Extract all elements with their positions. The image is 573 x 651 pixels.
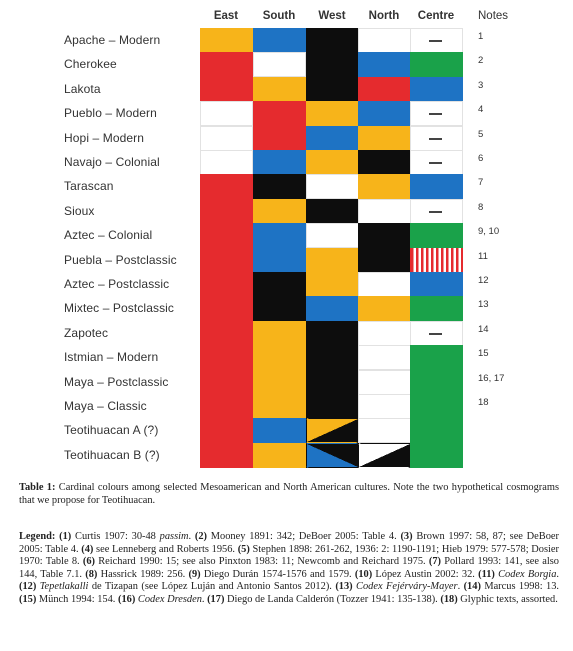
cell-west-y (306, 150, 359, 175)
legend-text (19, 531, 559, 607)
row-label: Pueblo – Modern (64, 106, 157, 121)
cell-north-y (358, 126, 411, 151)
legend-ref-text: see Lenneberg and Roberts 1956. (93, 543, 238, 555)
cell-north-b (358, 52, 411, 77)
row-label: Navajo – Colonial (64, 155, 160, 169)
legend-ref-number: (12) (19, 581, 37, 593)
table-caption (19, 482, 559, 507)
cell-west-w (306, 223, 359, 248)
cell-east-r (200, 370, 253, 395)
dash-mark (429, 113, 442, 115)
legend-block (19, 531, 559, 607)
row-note: 2 (478, 55, 484, 67)
cell-east-r (200, 394, 253, 419)
legend-ref-number: (8) (85, 568, 98, 580)
legend-ref-title: Codex Fejérváry-Mayer (356, 581, 458, 593)
cell-north-k (358, 150, 411, 175)
cell-south-b (253, 150, 306, 175)
cell-west-k (306, 370, 359, 395)
row-note: 16, 17 (478, 372, 505, 384)
cell-east-r (200, 296, 253, 321)
row-label: Mixtec – Postclassic (64, 301, 175, 316)
legend-ref-title: Tepetlakalli (39, 581, 89, 593)
legend-ref-number: (9) (188, 568, 201, 580)
row-note: 15 (478, 348, 489, 360)
row-label: Apache – Modern (64, 33, 161, 47)
legend-ref-number: (16) (118, 593, 136, 605)
legend-ref-text: . (556, 568, 559, 580)
cell-centre-g (410, 52, 463, 77)
legend-ref-text: Münch 1994: 154. (36, 593, 118, 605)
legend-ref-text: Pollard 1993: 141, see also 144, Table 7.1. (19, 556, 559, 580)
cell-south-k (253, 296, 306, 321)
row-note: 12 (478, 275, 489, 286)
row-label: Puebla – Postclassic (64, 252, 177, 267)
legend-ref-number: (6) (82, 556, 95, 568)
legend-ref-number: (13) (335, 581, 353, 593)
cell-north-b (358, 101, 411, 126)
cell-east-r (200, 321, 253, 346)
cell-north-w (358, 28, 411, 53)
legend-ref-text: Curtis 1907: 30-48 (71, 531, 160, 542)
column-header-east: East (213, 10, 239, 22)
dash-mark (429, 138, 442, 140)
cell-west-k (306, 394, 359, 419)
cell-north-y (358, 296, 411, 321)
row-label: Tarascan (64, 179, 114, 194)
cell-centre-g (410, 418, 463, 443)
cell-north-w (358, 272, 411, 297)
cell-east-r (200, 443, 253, 468)
legend-ref-text: Glyphic texts, assorted. (457, 593, 558, 605)
row-label: Lakota (64, 81, 101, 96)
cell-west-ky (306, 418, 359, 443)
row-note: 6 (478, 153, 484, 164)
cell-west-k (306, 199, 359, 224)
cell-north-k (358, 248, 411, 273)
row-note: 3 (478, 79, 484, 91)
row-label: Istmian – Modern (64, 350, 159, 365)
cell-north-w (358, 370, 411, 395)
cell-north-w (358, 199, 411, 224)
column-header-centre: Centre (417, 10, 455, 22)
legend-ref-number: (1) (55, 531, 72, 542)
legend-ref-number: (10) (354, 568, 373, 580)
cell-west-k (306, 77, 359, 102)
legend-ref-number: (5) (237, 543, 250, 555)
cell-south-b (253, 248, 306, 273)
legend-ref-text: Diego Durán 1574-1576 and 1579. (200, 568, 355, 580)
legend-ref-title: Codex Dresden (137, 593, 202, 605)
row-label: Cherokee (64, 57, 117, 72)
row-label: Aztec – Colonial (64, 228, 153, 243)
legend-ref-number: (3) (400, 531, 413, 542)
cell-west-k (306, 28, 359, 53)
legend-ref-number: (14) (463, 581, 481, 593)
cell-east-w (200, 126, 253, 151)
column-header-north: North (368, 10, 400, 22)
legend-ref-text: Diego de Landa Calderón (Tozzer 1941: 135-138). (224, 593, 441, 605)
cell-south-y (253, 394, 306, 419)
cell-west-k (306, 321, 359, 346)
cell-south-y (253, 370, 306, 395)
legend-ref-text: Reichard 1990: 15; see also Pinxton 1983: 11; Newcomb and Reichard 1975. (95, 556, 429, 568)
cell-west-kb (306, 443, 359, 468)
legend-ref-text: . (201, 593, 208, 605)
cell-west-y (306, 248, 359, 273)
table-caption-body: Cardinal colours among selected Mesoamerican and North American cultures. Note the two hypothetical cosmograms that we propose for Teotihuacan. (19, 482, 559, 506)
row-note: 9, 10 (478, 226, 500, 238)
legend-ref-text: Stephen 1898: 261-262, 1936: 2: 1190-1191; Hieb 1979: 577-578; Dosier 1970: Table 8. (19, 543, 559, 568)
cell-south-b (253, 418, 306, 443)
cell-centre-b (410, 77, 463, 102)
cell-north-w (358, 321, 411, 346)
cell-east-y (200, 28, 253, 53)
legend-ref-number: (2) (194, 531, 208, 542)
row-note: 14 (478, 323, 489, 335)
cell-north-y (358, 174, 411, 199)
cell-west-y (306, 272, 359, 297)
cell-south-y (253, 321, 306, 346)
cell-east-r (200, 345, 253, 370)
row-note: 1 (478, 31, 484, 42)
legend-ref-text: de Tizapan (see López Luján and Antonio Santos 2012). (88, 581, 336, 593)
legend-ref-number: (11) (478, 568, 495, 580)
cell-north-w (358, 418, 411, 443)
cell-centre-g (410, 443, 463, 468)
row-note: 5 (478, 128, 484, 140)
legend-ref-text: . (457, 581, 464, 593)
cell-centre-b (410, 272, 463, 297)
dash-mark (429, 211, 442, 213)
cell-west-b (306, 296, 359, 321)
row-label: Zapotec (64, 325, 109, 340)
column-header-notes: Notes (478, 10, 509, 22)
cell-south-y (253, 77, 306, 102)
cell-east-r (200, 174, 253, 199)
cell-south-k (253, 272, 306, 297)
cell-south-b (253, 223, 306, 248)
legend-ref-text: Hassrick 1989: 256. (97, 568, 189, 580)
cell-west-k (306, 52, 359, 77)
dash-mark (429, 162, 442, 164)
cell-west-b (306, 126, 359, 151)
cell-east-r (200, 272, 253, 297)
cell-north-r (358, 77, 411, 102)
legend-ref-text: Mooney 1891: 342; DeBoer 2005: Table 4. (207, 531, 401, 542)
row-label: Aztec – Postclassic (64, 277, 170, 291)
legend-ref-title: passim (159, 531, 189, 542)
legend-label: Legend: (19, 531, 56, 542)
row-note: 4 (478, 104, 484, 116)
cell-east-r (200, 199, 253, 224)
row-label: Hopi – Modern (64, 130, 145, 145)
dash-mark (429, 333, 442, 335)
cell-north-w (358, 345, 411, 370)
table-caption-text (19, 482, 559, 507)
row-label: Teotihuacan A (?) (64, 423, 159, 438)
row-note: 8 (478, 201, 484, 213)
cell-east-r (200, 52, 253, 77)
cell-west-k (306, 345, 359, 370)
cell-centre-g (410, 370, 463, 395)
cell-north-kw (358, 443, 411, 468)
cell-east-w (200, 101, 253, 126)
cell-centre-g (410, 223, 463, 248)
cell-centre-g (410, 345, 463, 370)
row-label: Teotihuacan B (?) (64, 447, 160, 462)
cell-south-r (253, 101, 306, 126)
legend-ref-number: (17) (207, 593, 225, 605)
cell-east-r (200, 248, 253, 273)
column-header-south: South (262, 10, 296, 22)
legend-ref-text: Marcus 1998: 13. (480, 581, 559, 593)
legend-ref-title: Codex Borgia (498, 568, 557, 580)
row-label: Sioux (64, 203, 95, 218)
cell-south-y (253, 443, 306, 468)
cell-north-w (358, 394, 411, 419)
cell-north-k (358, 223, 411, 248)
legend-ref-number: (15) (19, 593, 37, 605)
legend-ref-text: . (188, 531, 195, 542)
row-note: 13 (478, 299, 489, 311)
cell-centre-s (410, 248, 463, 273)
cell-east-r (200, 77, 253, 102)
legend-ref-number: (4) (81, 543, 94, 555)
cell-south-w (253, 52, 306, 77)
cell-east-r (200, 223, 253, 248)
cell-centre-g (410, 296, 463, 321)
cell-west-w (306, 174, 359, 199)
cell-west-y (306, 101, 359, 126)
legend-ref-text: Brown 1997: 58, 87; see DeBoer 2005: Table 4. (19, 531, 559, 555)
cell-south-y (253, 345, 306, 370)
cell-centre-b (410, 174, 463, 199)
cell-south-b (253, 28, 306, 53)
cell-south-y (253, 199, 306, 224)
row-label: Maya – Classic (64, 399, 147, 413)
legend-ref-text: López Austin 2002: 32. (372, 568, 479, 580)
legend-ref-number: (18) (440, 593, 458, 605)
table-caption-label: Table 1: (19, 482, 56, 493)
cell-south-r (253, 126, 306, 151)
cell-south-k (253, 174, 306, 199)
row-note: 18 (478, 397, 489, 408)
dash-mark (429, 40, 442, 42)
row-label: Maya – Postclassic (64, 374, 169, 389)
legend-ref-number: (7) (428, 556, 441, 568)
cell-centre-g (410, 394, 463, 419)
cell-east-w (200, 150, 253, 175)
cell-east-r (200, 418, 253, 443)
column-header-west: West (318, 10, 346, 22)
row-note: 11 (478, 250, 488, 262)
row-note: 7 (478, 177, 484, 189)
